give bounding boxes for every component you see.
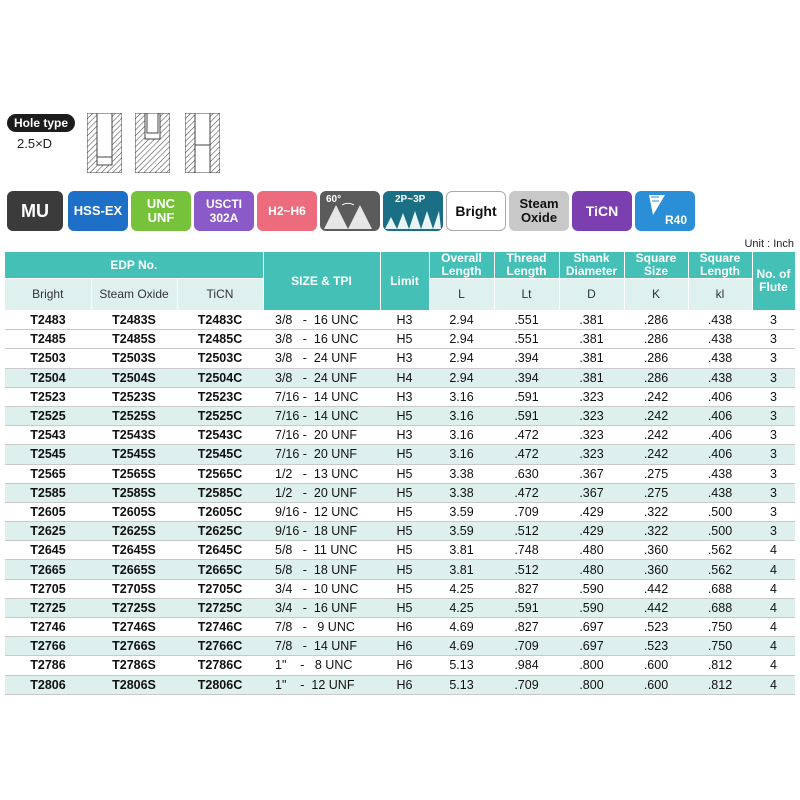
cell-edp-steam-oxide: T2503S (91, 349, 177, 368)
table-row (5, 387, 795, 406)
header-overall-length: Overall Length (429, 252, 494, 279)
cell-edp-ticn: T2605C (177, 502, 263, 521)
cell-overall-length: 2.94 (429, 311, 494, 330)
thread-angle-badge: 60° (320, 191, 380, 231)
steam-oxide-badge: Steam Oxide (509, 191, 569, 231)
cell-size-tpi: 3/8 - 16 UNC (263, 311, 380, 330)
cell-thread-length: .551 (494, 330, 559, 349)
cell-edp-steam-oxide: T2545S (91, 445, 177, 464)
cell-edp-bright: T2565 (5, 464, 91, 483)
header-size-tpi: SIZE & TPI (263, 252, 380, 311)
cell-overall-length: 3.16 (429, 426, 494, 445)
cell-shank-diameter: .429 (559, 502, 624, 521)
cell-edp-steam-oxide: T2806S (91, 675, 177, 694)
hole-depth-label: 2.5×D (17, 136, 53, 151)
cell-no-of-flute: 3 (752, 445, 795, 464)
cell-no-of-flute: 3 (752, 426, 795, 445)
cell-square-length: .812 (688, 675, 752, 694)
usc-standard-badge: USCTI 302A (194, 191, 254, 231)
cell-shank-diameter: .480 (559, 560, 624, 579)
cell-edp-ticn: T2806C (177, 675, 263, 694)
cell-edp-bright: T2746 (5, 618, 91, 637)
header-steam-oxide: Steam Oxide (91, 279, 177, 311)
cell-square-size: .286 (624, 311, 688, 330)
table-row (5, 656, 795, 675)
cell-square-size: .322 (624, 502, 688, 521)
cell-thread-length: .827 (494, 579, 559, 598)
cell-overall-length: 2.94 (429, 349, 494, 368)
cell-no-of-flute: 4 (752, 675, 795, 694)
cell-edp-ticn: T2503C (177, 349, 263, 368)
cell-overall-length: 4.69 (429, 637, 494, 656)
cell-limit: H5 (380, 541, 429, 560)
cell-no-of-flute: 4 (752, 560, 795, 579)
cell-no-of-flute: 4 (752, 598, 795, 617)
cell-thread-length: .472 (494, 426, 559, 445)
header-square-size: Square Size (624, 252, 688, 279)
cell-edp-bright: T2705 (5, 579, 91, 598)
cell-limit: H5 (380, 464, 429, 483)
cell-edp-ticn: T2483C (177, 311, 263, 330)
cell-overall-length: 3.38 (429, 464, 494, 483)
cell-square-size: .242 (624, 445, 688, 464)
cell-edp-steam-oxide: T2645S (91, 541, 177, 560)
header-limit: Limit (380, 252, 429, 311)
table-row (5, 464, 795, 483)
cell-shank-diameter: .323 (559, 406, 624, 425)
cell-thread-length: .551 (494, 311, 559, 330)
cell-edp-ticn: T2766C (177, 637, 263, 656)
chamfer-badge: 2P~3P (383, 191, 443, 231)
table-row (5, 541, 795, 560)
table-row (5, 406, 795, 425)
cell-overall-length: 4.25 (429, 579, 494, 598)
cell-thread-length: .394 (494, 368, 559, 387)
cell-square-size: .360 (624, 560, 688, 579)
cell-overall-length: 3.81 (429, 560, 494, 579)
cell-square-length: .500 (688, 522, 752, 541)
cell-shank-diameter: .800 (559, 656, 624, 675)
cell-shank-diameter: .381 (559, 330, 624, 349)
header-shank-diameter: Shank Diameter (559, 252, 624, 279)
cell-square-length: .438 (688, 330, 752, 349)
cell-shank-diameter: .590 (559, 598, 624, 617)
cell-edp-ticn: T2786C (177, 656, 263, 675)
cell-edp-ticn: T2545C (177, 445, 263, 464)
cell-thread-length: .512 (494, 522, 559, 541)
header-symbol-k: K (624, 279, 688, 311)
cell-edp-bright: T2605 (5, 502, 91, 521)
cell-square-length: .438 (688, 483, 752, 502)
cell-edp-steam-oxide: T2523S (91, 387, 177, 406)
cell-thread-length: .591 (494, 406, 559, 425)
cell-edp-bright: T2523 (5, 387, 91, 406)
cell-overall-length: 3.59 (429, 502, 494, 521)
cell-edp-steam-oxide: T2766S (91, 637, 177, 656)
header-symbol-kl: kl (688, 279, 752, 311)
cell-limit: H3 (380, 349, 429, 368)
cell-edp-ticn: T2725C (177, 598, 263, 617)
cell-shank-diameter: .323 (559, 445, 624, 464)
cell-thread-length: .472 (494, 483, 559, 502)
cell-square-size: .600 (624, 656, 688, 675)
cell-square-size: .275 (624, 464, 688, 483)
table-row (5, 349, 795, 368)
table-row (5, 311, 795, 330)
cell-no-of-flute: 4 (752, 656, 795, 675)
cell-limit: H5 (380, 522, 429, 541)
cell-overall-length: 3.81 (429, 541, 494, 560)
header-square-length: Square Length (688, 252, 752, 279)
cell-thread-length: .709 (494, 502, 559, 521)
cell-edp-ticn: T2746C (177, 618, 263, 637)
cell-overall-length: 2.94 (429, 368, 494, 387)
cell-edp-ticn: T2565C (177, 464, 263, 483)
cell-size-tpi: 7/8 - 9 UNC (263, 618, 380, 637)
cell-shank-diameter: .381 (559, 349, 624, 368)
cell-square-length: .406 (688, 445, 752, 464)
cell-edp-steam-oxide: T2485S (91, 330, 177, 349)
mu-badge: MU (7, 191, 63, 231)
cell-limit: H6 (380, 656, 429, 675)
cell-limit: H5 (380, 483, 429, 502)
cell-square-length: .562 (688, 560, 752, 579)
cell-size-tpi: 7/16 - 20 UNF (263, 445, 380, 464)
cell-no-of-flute: 3 (752, 483, 795, 502)
cell-overall-length: 3.38 (429, 483, 494, 502)
cell-shank-diameter: .697 (559, 637, 624, 656)
header-edp-no: EDP No. (5, 252, 263, 279)
cell-square-length: .562 (688, 541, 752, 560)
cell-limit: H3 (380, 426, 429, 445)
cell-no-of-flute: 3 (752, 406, 795, 425)
hole-through-illustration (185, 113, 220, 173)
cell-thread-length: .591 (494, 598, 559, 617)
cell-edp-ticn: T2625C (177, 522, 263, 541)
cell-edp-bright: T2625 (5, 522, 91, 541)
cell-edp-steam-oxide: T2725S (91, 598, 177, 617)
cell-size-tpi: 7/8 - 14 UNF (263, 637, 380, 656)
tap-spec-table (5, 252, 796, 695)
cell-square-length: .438 (688, 464, 752, 483)
table-row (5, 637, 795, 656)
cell-limit: H5 (380, 502, 429, 521)
table-row (5, 368, 795, 387)
table-row (5, 330, 795, 349)
cell-size-tpi: 5/8 - 18 UNF (263, 560, 380, 579)
cell-overall-length: 5.13 (429, 675, 494, 694)
cell-edp-steam-oxide: T2504S (91, 368, 177, 387)
cell-no-of-flute: 3 (752, 330, 795, 349)
cell-size-tpi: 1/2 - 13 UNC (263, 464, 380, 483)
cell-shank-diameter: .367 (559, 483, 624, 502)
cell-size-tpi: 7/16 - 14 UNC (263, 406, 380, 425)
cell-edp-ticn: T2543C (177, 426, 263, 445)
cell-edp-bright: T2525 (5, 406, 91, 425)
cell-edp-steam-oxide: T2625S (91, 522, 177, 541)
header-ticn: TiCN (177, 279, 263, 311)
cell-limit: H6 (380, 618, 429, 637)
cell-edp-bright: T2665 (5, 560, 91, 579)
cell-limit: H5 (380, 445, 429, 464)
cell-shank-diameter: .367 (559, 464, 624, 483)
cell-shank-diameter: .381 (559, 368, 624, 387)
header-bright: Bright (5, 279, 91, 311)
cell-size-tpi: 3/4 - 16 UNF (263, 598, 380, 617)
cell-thread-length: .512 (494, 560, 559, 579)
cell-square-size: .275 (624, 483, 688, 502)
cell-square-length: .406 (688, 387, 752, 406)
table-row (5, 618, 795, 637)
cell-size-tpi: 9/16 - 12 UNC (263, 502, 380, 521)
cell-shank-diameter: .323 (559, 387, 624, 406)
header-no-of-flute: No. of Flute (752, 252, 795, 311)
cell-limit: H3 (380, 311, 429, 330)
cell-shank-diameter: .323 (559, 426, 624, 445)
cell-edp-steam-oxide: T2525S (91, 406, 177, 425)
cell-size-tpi: 1" - 8 UNC (263, 656, 380, 675)
header-symbol-lt: Lt (494, 279, 559, 311)
cell-edp-steam-oxide: T2585S (91, 483, 177, 502)
table-row (5, 426, 795, 445)
cell-thread-length: .748 (494, 541, 559, 560)
cell-size-tpi: 1/2 - 20 UNF (263, 483, 380, 502)
cell-size-tpi: 7/16 - 14 UNC (263, 387, 380, 406)
cell-overall-length: 3.16 (429, 387, 494, 406)
cell-square-size: .600 (624, 675, 688, 694)
table-row (5, 502, 795, 521)
table-row (5, 445, 795, 464)
cell-square-length: .750 (688, 618, 752, 637)
tolerance-badge: H2~H6 (257, 191, 317, 231)
cell-edp-bright: T2786 (5, 656, 91, 675)
bright-finish-badge: Bright (446, 191, 506, 231)
cell-limit: H5 (380, 598, 429, 617)
cell-size-tpi: 3/8 - 16 UNC (263, 330, 380, 349)
cell-overall-length: 3.59 (429, 522, 494, 541)
cell-edp-bright: T2585 (5, 483, 91, 502)
cell-edp-steam-oxide: T2543S (91, 426, 177, 445)
table-row (5, 522, 795, 541)
cell-size-tpi: 3/8 - 24 UNF (263, 368, 380, 387)
unit-label: Unit : Inch (744, 238, 794, 250)
cell-square-length: .688 (688, 598, 752, 617)
cell-edp-steam-oxide: T2665S (91, 560, 177, 579)
cell-edp-ticn: T2705C (177, 579, 263, 598)
cell-thread-length: .827 (494, 618, 559, 637)
cell-square-length: .750 (688, 637, 752, 656)
cell-edp-bright: T2766 (5, 637, 91, 656)
cell-edp-bright: T2504 (5, 368, 91, 387)
cell-no-of-flute: 3 (752, 387, 795, 406)
header-thread-length: Thread Length (494, 252, 559, 279)
cell-square-size: .242 (624, 426, 688, 445)
cell-size-tpi: 3/8 - 24 UNF (263, 349, 380, 368)
cell-size-tpi: 3/4 - 10 UNC (263, 579, 380, 598)
cell-square-length: .438 (688, 311, 752, 330)
cell-edp-ticn: T2665C (177, 560, 263, 579)
cell-thread-length: .709 (494, 637, 559, 656)
cell-edp-bright: T2503 (5, 349, 91, 368)
cell-limit: H4 (380, 368, 429, 387)
cell-edp-steam-oxide: T2483S (91, 311, 177, 330)
cell-square-size: .360 (624, 541, 688, 560)
cell-square-size: .286 (624, 330, 688, 349)
cell-no-of-flute: 3 (752, 368, 795, 387)
table-row (5, 560, 795, 579)
cell-square-size: .523 (624, 618, 688, 637)
cell-edp-ticn: T2504C (177, 368, 263, 387)
table-row (5, 598, 795, 617)
cell-square-size: .442 (624, 598, 688, 617)
cell-limit: H5 (380, 560, 429, 579)
cell-edp-bright: T2645 (5, 541, 91, 560)
table-row (5, 483, 795, 502)
cell-square-size: .523 (624, 637, 688, 656)
hole-blind-short-illustration (135, 113, 170, 173)
cell-edp-steam-oxide: T2705S (91, 579, 177, 598)
cell-thread-length: .984 (494, 656, 559, 675)
cell-size-tpi: 1" - 12 UNF (263, 675, 380, 694)
cell-square-size: .322 (624, 522, 688, 541)
cell-square-size: .286 (624, 349, 688, 368)
cell-shank-diameter: .590 (559, 579, 624, 598)
hole-type-badge: Hole type (7, 114, 75, 132)
cell-edp-steam-oxide: T2565S (91, 464, 177, 483)
cell-square-size: .242 (624, 406, 688, 425)
cell-edp-bright: T2485 (5, 330, 91, 349)
cell-edp-ticn: T2525C (177, 406, 263, 425)
cell-edp-ticn: T2645C (177, 541, 263, 560)
cell-no-of-flute: 4 (752, 618, 795, 637)
header-symbol-d: D (559, 279, 624, 311)
cell-square-size: .286 (624, 368, 688, 387)
cell-edp-ticn: T2585C (177, 483, 263, 502)
hole-blind-illustration (87, 113, 122, 173)
cell-square-size: .442 (624, 579, 688, 598)
cell-no-of-flute: 3 (752, 311, 795, 330)
cell-overall-length: 4.25 (429, 598, 494, 617)
cell-edp-bright: T2543 (5, 426, 91, 445)
table-row (5, 579, 795, 598)
header-symbol-l: L (429, 279, 494, 311)
cell-no-of-flute: 4 (752, 579, 795, 598)
cell-limit: H6 (380, 675, 429, 694)
cell-limit: H5 (380, 330, 429, 349)
cell-edp-ticn: T2523C (177, 387, 263, 406)
cell-overall-length: 5.13 (429, 656, 494, 675)
cell-no-of-flute: 3 (752, 464, 795, 483)
cell-overall-length: 3.16 (429, 445, 494, 464)
cell-edp-steam-oxide: T2746S (91, 618, 177, 637)
cell-no-of-flute: 4 (752, 637, 795, 656)
cell-edp-steam-oxide: T2786S (91, 656, 177, 675)
cell-thread-length: .591 (494, 387, 559, 406)
cell-edp-bright: T2725 (5, 598, 91, 617)
thread-standard-badge: UNC UNF (131, 191, 191, 231)
cell-square-length: .500 (688, 502, 752, 521)
cell-square-length: .406 (688, 406, 752, 425)
cell-square-length: .688 (688, 579, 752, 598)
cell-limit: H5 (380, 579, 429, 598)
cell-no-of-flute: 3 (752, 522, 795, 541)
cell-size-tpi: 5/8 - 11 UNC (263, 541, 380, 560)
cell-size-tpi: 9/16 - 18 UNF (263, 522, 380, 541)
cell-edp-bright: T2545 (5, 445, 91, 464)
cell-edp-steam-oxide: T2605S (91, 502, 177, 521)
cell-shank-diameter: .381 (559, 311, 624, 330)
cell-shank-diameter: .429 (559, 522, 624, 541)
cell-square-length: .438 (688, 349, 752, 368)
cell-thread-length: .709 (494, 675, 559, 694)
ticn-coating-badge: TiCN (572, 191, 632, 231)
material-hss-badge: HSS-EX (68, 191, 128, 231)
table-row (5, 675, 795, 694)
cell-shank-diameter: .480 (559, 541, 624, 560)
cell-thread-length: .472 (494, 445, 559, 464)
cell-limit: H6 (380, 637, 429, 656)
cell-limit: H3 (380, 387, 429, 406)
cell-shank-diameter: .800 (559, 675, 624, 694)
cell-thread-length: .394 (494, 349, 559, 368)
cell-overall-length: 2.94 (429, 330, 494, 349)
cell-square-length: .406 (688, 426, 752, 445)
cell-square-size: .242 (624, 387, 688, 406)
cell-no-of-flute: 3 (752, 502, 795, 521)
cell-overall-length: 4.69 (429, 618, 494, 637)
cell-no-of-flute: 4 (752, 541, 795, 560)
cell-overall-length: 3.16 (429, 406, 494, 425)
cell-edp-bright: T2483 (5, 311, 91, 330)
r40-badge: R40 (635, 191, 695, 231)
cell-edp-ticn: T2485C (177, 330, 263, 349)
cell-shank-diameter: .697 (559, 618, 624, 637)
cell-thread-length: .630 (494, 464, 559, 483)
cell-square-length: .438 (688, 368, 752, 387)
cell-edp-bright: T2806 (5, 675, 91, 694)
cell-no-of-flute: 3 (752, 349, 795, 368)
cell-square-length: .812 (688, 656, 752, 675)
cell-limit: H5 (380, 406, 429, 425)
cell-size-tpi: 7/16 - 20 UNF (263, 426, 380, 445)
